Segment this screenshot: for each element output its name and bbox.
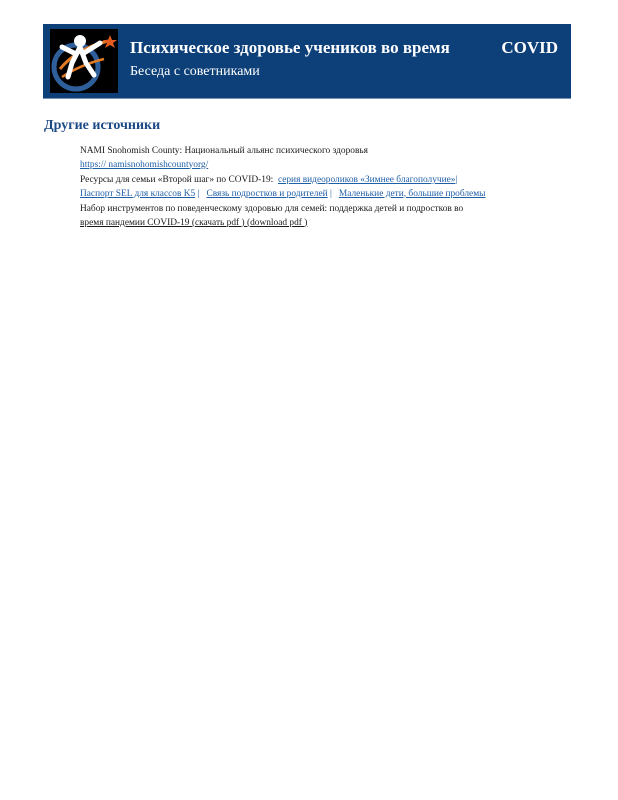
separator: | xyxy=(455,175,458,185)
little-kids-link[interactable]: Маленькие дети, большие проблемы xyxy=(338,188,486,199)
sel-passport-link[interactable]: Паспорт SEL для классов K5 xyxy=(80,188,196,199)
item-text: NAMI Snohomish County: Национальный альянс психического здоровья xyxy=(80,146,368,156)
teen-parent-link[interactable]: Связь подростков и родителей xyxy=(206,188,328,199)
banner-title: Психическое здоровье учеников во время xyxy=(130,38,450,57)
list-item xyxy=(62,203,562,230)
banner-subtitle: Беседа с советниками xyxy=(130,64,260,79)
list-item xyxy=(62,145,562,172)
nami-link[interactable]: https:// namisnohomishcountyorg/ xyxy=(80,159,209,170)
list-item xyxy=(62,174,562,201)
student-star-logo-icon xyxy=(50,29,118,93)
winter-wellbeing-link[interactable]: серия видеороликов «Зимнее благополучие» xyxy=(277,175,456,185)
separator: | xyxy=(197,188,200,199)
separator: | xyxy=(329,188,332,199)
resource-list xyxy=(62,145,562,232)
item-text: Набор инструментов по поведенческому здоровью для семей: поддержка детей и подростков во xyxy=(80,204,464,214)
header-banner xyxy=(43,24,571,98)
download-pdf-link[interactable]: время пандемии COVID-19 (скачать pdf ) (download pdf ) xyxy=(80,217,308,228)
item-text: Ресурсы для семьи «Второй шаг» по COVID-19: xyxy=(80,175,274,185)
section-heading: Другие источники xyxy=(44,118,161,133)
banner-title-covid: COVID xyxy=(501,38,558,57)
